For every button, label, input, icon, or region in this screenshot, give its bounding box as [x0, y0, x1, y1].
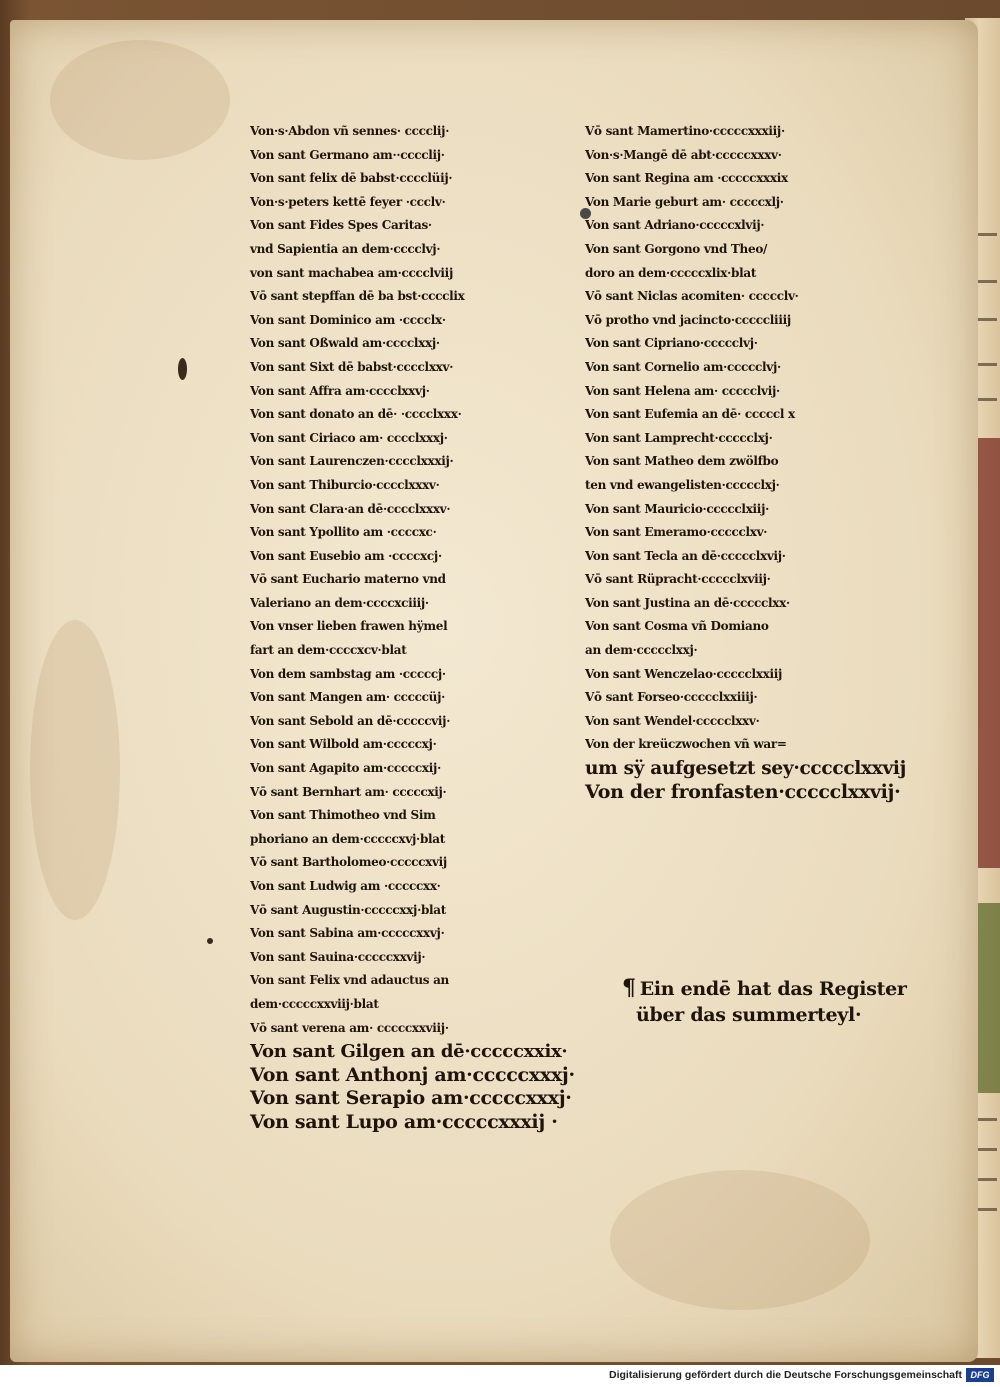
register-entry: fart an dem·ccccxcv·blat [250, 643, 407, 658]
register-entry: Von sant Cosma vñ Domiano [585, 619, 769, 634]
register-right-column [585, 120, 906, 804]
closing-note [622, 975, 907, 1028]
register-entry: Von sant Matheo dem zwölfbo [585, 454, 779, 469]
register-entry: Von sant Ciriaco am· cccclxxxj· [250, 430, 448, 445]
register-entry: Von sant Fides Spes Caritas· [250, 218, 432, 233]
register-entry: Von sant Sabina am·cccccxxvj· [250, 926, 445, 941]
footer-bar [0, 1365, 1000, 1387]
register-entry: Vō sant Forseo·ccccclxxiiij· [585, 690, 758, 705]
register-entry: Vō sant stepffan dē ba bst·cccclix [250, 289, 465, 304]
register-entry: Vō sant Mamertino·cccccxxxiij· [585, 124, 785, 138]
register-entry: Von sant Lupo am·cccccxxxij · [250, 1110, 558, 1133]
register-entry: um sÿ aufgesetzt sey·ccccclxxvij [585, 758, 907, 780]
register-entry: Von sant Justina an dē·ccccclxx· [585, 595, 790, 610]
register-entry: Von der fronfasten·ccccclxxvij· [585, 780, 901, 803]
register-entry: von sant machabea am·cccclviij [250, 265, 453, 280]
register-entry: Von Marie geburt am· cccccxlj· [585, 194, 784, 209]
closing-line-2: über das summerteyl· [636, 1004, 862, 1026]
register-entry: an dem·ccccclxxj· [585, 643, 698, 658]
register-entry: Von sant Oßwald am·cccclxxj· [250, 336, 440, 351]
register-entry: Von sant Dominico am ·cccclx· [250, 312, 446, 327]
register-entry: Vō sant verena am· cccccxxviij· [250, 1020, 449, 1035]
register-entry: Von sant Sebold an dē·cccccvij· [250, 713, 451, 728]
register-entry: phoriano an dem·cccccxvj·blat [250, 831, 446, 846]
register-entry: Von sant Wendel·ccccclxxv· [585, 713, 760, 728]
register-entry: Von sant Ludwig am ·cccccxx· [250, 879, 441, 893]
register-entry: dem·cccccxxviij·blat [250, 996, 379, 1011]
register-entry: Valeriano an dem·ccccxciiij· [250, 595, 429, 610]
register-entry: Von sant Thimotheo vnd Sim [250, 808, 436, 823]
register-entry: Vō sant Bernhart am· cccccxij· [250, 784, 447, 799]
ink-blot [207, 938, 213, 944]
register-entry: Von sant Wilbold am·cccccxj· [250, 737, 437, 752]
register-entry: Von sant Mangen am· cccccüj· [250, 690, 446, 705]
register-entry: Vō sant Euchario materno vnd [250, 572, 446, 587]
register-entry: Von sant Anthonj am·cccccxxxj· [250, 1063, 575, 1086]
register-entry: Von sant Affra am·cccclxxvj· [250, 383, 430, 398]
register-entry: Von·s·Mangē dē abt·cccccxxxv· [585, 147, 782, 162]
register-entry: Von sant Wenczelao·ccccclxxiij [585, 666, 783, 681]
register-entry: Von dem sambstag am ·cccccj· [250, 666, 446, 681]
register-entry: Von sant Agapito am·cccccxij· [250, 761, 441, 776]
register-entry: Von sant Clara·an dē·cccclxxxv· [250, 501, 451, 516]
register-entry: Von sant Serapio am·cccccxxxj· [250, 1087, 572, 1110]
register-entry: Von sant Germano am··cccclij· [250, 147, 445, 162]
dfg-logo-icon: DFG [966, 1368, 994, 1382]
register-entry: Vō sant Bartholomeo·cccccxvij [250, 855, 447, 870]
register-entry: Von sant Felix vnd adauctus an [250, 973, 449, 988]
register-entry: Von sant Eufemia an dē· cccccl x [585, 407, 795, 422]
register-entry: Vō protho vnd jacincto·cccccliiij [585, 312, 791, 327]
register-entry: Von vnser lieben frawen hÿmel [250, 619, 448, 634]
register-entry: Von sant Helena am· ccccclvij· [585, 383, 780, 398]
register-entry: Von sant Eusebio am ·ccccxcj· [250, 548, 442, 563]
register-entry: Von sant donato an dē· ·cccclxxx· [250, 407, 462, 422]
register-left-column [250, 120, 575, 1135]
register-entry: Vō sant Niclas acomiten· ccccclv· [585, 289, 799, 304]
register-entry: ten vnd ewangelisten·ccccclxj· [585, 477, 780, 492]
register-entry: Von sant Cornelio am·ccccclvj· [585, 359, 781, 374]
register-entry: Von·s·Abdon vñ sennes· cccclij· [250, 124, 450, 138]
register-entry: vnd Sapientia an dem·cccclvj· [250, 241, 441, 256]
register-entry: Von sant Gilgen an dē·cccccxxix· [250, 1041, 568, 1063]
register-entry: Vō sant Rüpracht·ccccclxviij· [585, 572, 771, 587]
closing-line-1: Ein endē hat das Register [639, 978, 907, 1000]
register-entry: Von sant Regina am ·cccccxxxix [585, 171, 788, 186]
register-entry: Vō sant Augustin·cccccxxj·blat [250, 902, 447, 917]
register-entry: doro an dem·cccccxlix·blat [585, 265, 757, 280]
register-entry: Von sant Adriano·cccccxlvij· [585, 218, 765, 233]
register-entry: Von·s·peters kettē feyer ·ccclv· [250, 194, 446, 209]
register-entry: Von sant Tecla an dē·ccccclxvij· [585, 548, 786, 563]
register-entry: Von sant Laurenczen·cccclxxxij· [250, 454, 454, 469]
register-entry: Von sant felix dē babst·cccclüij· [250, 171, 453, 186]
register-entry: Von sant Thiburcio·cccclxxxv· [250, 477, 440, 492]
register-entry: Von sant Sauina·cccccxxvij· [250, 949, 426, 964]
register-entry: Von sant Emeramo·ccccclxv· [585, 525, 768, 540]
register-entry: Von sant Lamprecht·ccccclxj· [585, 430, 773, 445]
register-entry: Von der kreüczwochen vñ war= [585, 737, 787, 752]
footer-credit: Digitalisierung gefördert durch die Deutsche Forschungsgemeinschaft [609, 1369, 962, 1381]
ink-blot [178, 358, 187, 380]
register-entry: Von sant Ypollito am ·ccccxc· [250, 525, 437, 540]
register-entry: Von sant Gorgono vnd Theo/ [585, 241, 768, 256]
register-entry: Von sant Mauricio·ccccclxiij· [585, 501, 769, 516]
pilcrow-icon: ¶ [622, 975, 636, 1001]
register-entry: Von sant Sixt dē babst·cccclxxv· [250, 359, 454, 374]
register-entry: Von sant Cipriano·ccccclvj· [585, 336, 758, 351]
